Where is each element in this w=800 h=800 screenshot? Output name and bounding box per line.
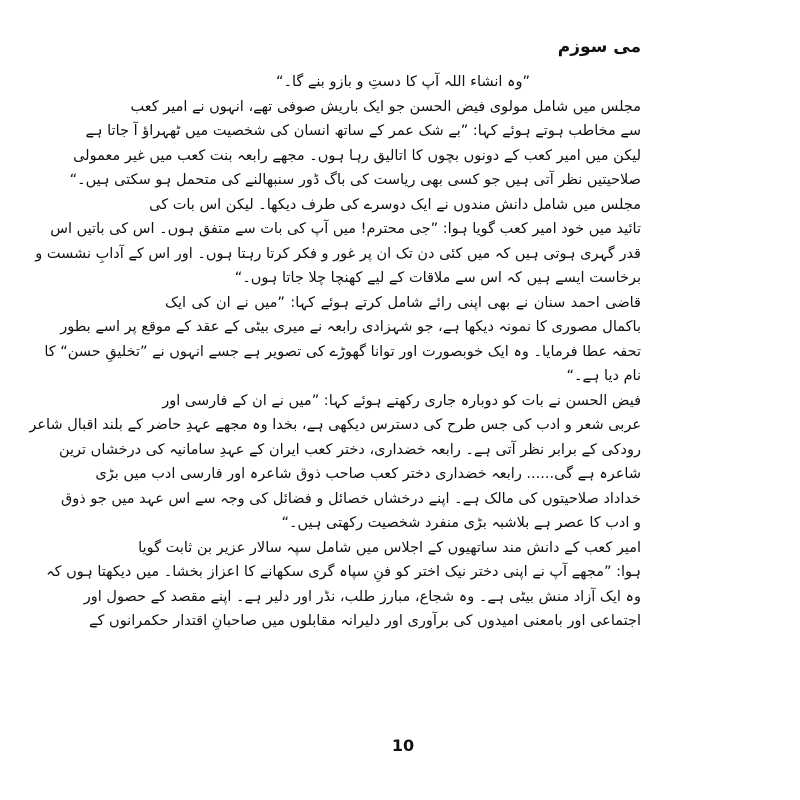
text-line: عربی شعر و ادب کی جس طرح کی دسترس دیکھی ہے، بخدا وہ مجھے عہدِ حاضر کے بلند اقبال شاعر	[29, 417, 641, 433]
text-line: نام دیا ہے۔“	[566, 368, 641, 384]
text-line: شاعرہ ہے گی...... رابعہ خضداری دختر کعب صاحب ذوق شاعرہ اور فارسی ادب میں بڑی	[95, 466, 641, 482]
text-line: مجلس میں شامل دانش مندوں نے ایک دوسرے کی طرف دیکھا۔ لیکن اس بات کی	[149, 196, 641, 213]
text-line: ہوا: ”مجھے آپ نے اپنی دختر نیک اختر کو فنِ سپاہ گری سکھانے کا اعزاز بخشا۔ میں دیکھتا ہوں کہ	[46, 564, 641, 580]
text-line: خداداد صلاحیتوں کی مالک ہے۔ اپنے درخشاں خصائل و فضائل کی وجہ سے اس عہد میں جو ذوق	[61, 490, 641, 507]
text-line: قدر گہری ہوتی ہیں کہ میں کئی دن تک ان پر غور و فکر کرتا رہتا ہوں۔ اور اس کے آدابِ نشست و	[35, 245, 641, 262]
text-line: امیر کعب کے دانش مند ساتھیوں کے اجلاس میں شامل سپہ سالار عزیر بن ثابت گویا	[138, 539, 641, 556]
text-line: رودکی کے برابر نظر آتی ہے۔ رابعہ خضداری، دختر کعب ایران کے عہدِ سامانیہ کی درخشاں ترین	[58, 441, 641, 458]
text-line: صلاحیتیں نظر آتی ہیں جو کسی بھی ریاست کی باگ ڈور سنبھالنے کی متحمل ہو سکتی ہیں۔“	[69, 172, 641, 188]
book-page	[29, 30, 641, 780]
body-text	[29, 70, 641, 634]
text-line: اجتماعی اور بامعنی امیدوں کی برآوری اور دلیرانہ مقابلوں میں صاحبانِ اقتدار حکمرانوں کے	[89, 613, 641, 629]
text-line: و ادب کا عصر ہے بلاشبہ بڑی منفرد شخصیت رکھتی ہیں۔“	[281, 515, 641, 531]
text-line: سے مخاطب ہوتے ہوئے کہا: ”بے شک عمر کے ساتھ انسان کی شخصیت میں ٹھہراؤ آ جاتا ہے	[85, 123, 641, 139]
text-line: فیض الحسن نے بات کو دوبارہ جاری رکھتے ہوئے کہا: ”میں نے ان کے فارسی اور	[162, 392, 641, 409]
running-header: می سوزم	[557, 37, 641, 57]
text-line: وہ ایک آزاد منش بیٹی ہے۔ وہ شجاع، مبارز طلب، نڈر اور دلیر ہے۔ اپنے مقصد کے حصول اور	[83, 588, 641, 605]
text-line: لیکن میں امیر کعب کے دونوں بچوں کا اتالیق رہا ہوں۔ مجھے رابعہ بنت کعب میں غیر معمولی	[73, 147, 641, 164]
text-line: قاضی احمد سنان نے بھی اپنی رائے شامل کرتے ہوئے کہا: ”میں نے ان کی ایک	[165, 294, 641, 311]
text-line: تائید میں خود امیر کعب گویا ہوا: ”جی محترم! میں آپ کی بات سے متفق ہوں۔ اس کی باتیں اس	[50, 221, 641, 237]
text-line: تحفہ عطا فرمایا۔ وہ ایک خوبصورت اور توانا گھوڑے کی تصویر ہے جسے انہوں نے ”تخلیقِ حسن“ کا	[44, 343, 641, 360]
text-line: باکمال مصوری کا نمونہ دیکھا ہے، جو شہزادی رابعہ نے میری بیٹی کے عقد کے موقع پر اسے بطور	[60, 319, 641, 335]
text-line: ”وہ انشاء اللہ آپ کا دستِ و بازو بنے گا۔“	[275, 74, 530, 90]
text-line: برخاست ایسے ہیں کہ اس سے ملاقات کے لیے کھنچا چلا جاتا ہوں۔“	[234, 270, 641, 286]
text-line: مجلس میں شامل مولوی فیض الحسن جو ایک باریش صوفی تھے، انہوں نے امیر کعب	[130, 98, 641, 115]
page-number: 10	[391, 736, 415, 755]
